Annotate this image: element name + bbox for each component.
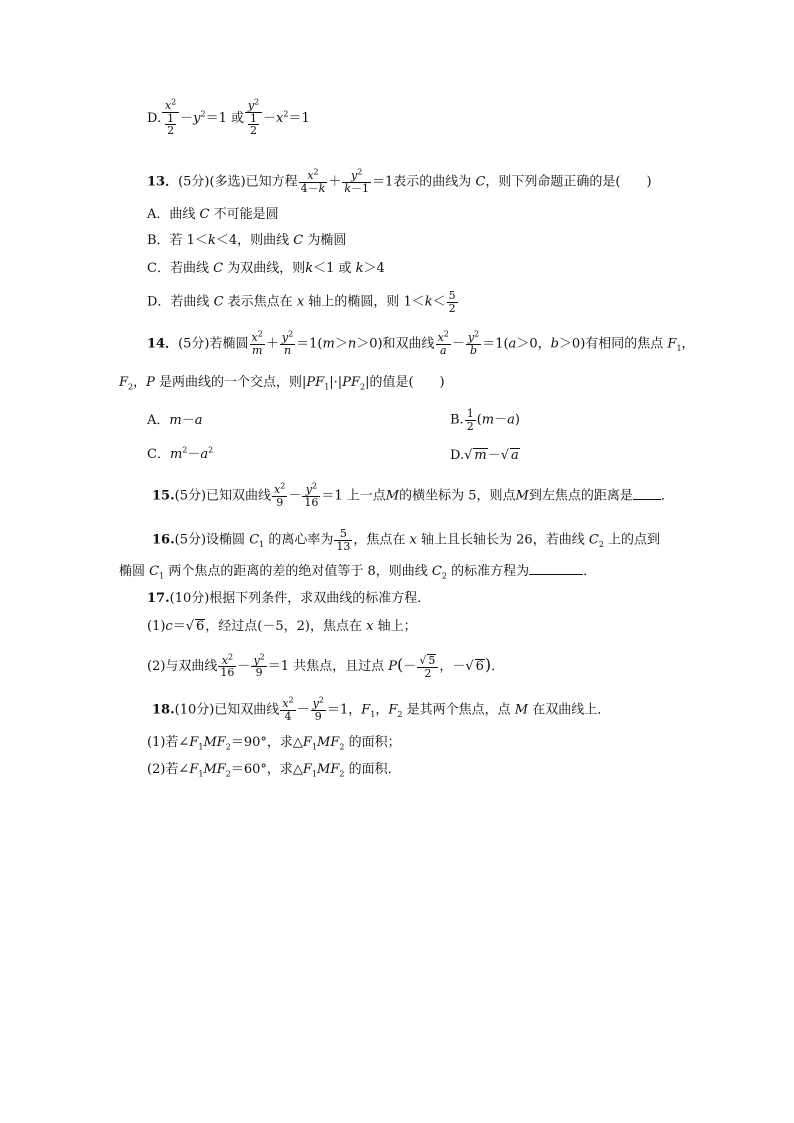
q15-stem: 15.(5分)已知双曲线 $\frac{x^2}{9}$ － $\frac{y^2}{16}$ ＝1 上一点M的横坐标为 5，则点M到左焦点的距离是 ．	[152, 481, 674, 509]
q13-option-c: C．若曲线 C 为双曲线，则k＜1 或 k＞4	[147, 261, 385, 276]
q17-part-2: (2)与双曲线 $\frac{x^2}{16}$ － $\frac{y^2}{9}$ ＝1 共焦点，且过点 P(－ $\frac{√ 5}{2}$ ，－√ 6)．	[147, 651, 505, 680]
q12-option-d: D. $\frac{x^2}{\frac{1}{2}}$ $-y^2=1$ 或 $\frac{y^2}{\frac{1}{2}}$ $-x^2=1$	[147, 97, 310, 138]
q14-option-b: B. $\frac{1}{2}$ (m－a)	[450, 407, 520, 433]
q13-option-b: B．若 1＜k＜4，则曲线 C 为椭圆	[147, 233, 347, 248]
q13-option-a: A．曲线 C 不可能是圆	[147, 207, 279, 222]
q17-stem: 17.(10分)根据下列条件，求双曲线的标准方程．	[147, 591, 431, 606]
q14-option-d: D.√ m－√ a	[450, 448, 519, 463]
q13-stem: 13．(5分)(多选)已知方程 $\frac{x^2}{4-k}$ ＋ $\frac{y^2}{k-1}$ ＝1表示的曲线为 C，则下列命题正确的是( )	[147, 167, 652, 195]
q14-stem: 14．(5分)若椭圆 $\frac{x^2}{m}$ ＋ $\frac{y^2}{n}$ ＝1(m＞n＞0)和双曲线 $\frac{x^2}{a}$ － $\frac{y^2}{b}$ ＝1(a＞0，b＞0)有相同的焦点 $F_1$，	[147, 329, 695, 357]
q14-option-a: A．m－a	[147, 413, 203, 428]
q18-stem: 18.(10分)已知双曲线 $\frac{x^2}{4}$ － $\frac{y^2}{9}$ ＝1，$F_1$，$F_2$ 是其两个焦点，点 M 在双曲线上．	[152, 695, 611, 723]
q16-answer-blank[interactable]	[529, 574, 583, 575]
q14-option-c: C．$m^2-a^2$	[147, 445, 214, 462]
q14-stem-line2: $F_2$，P 是两曲线的一个交点，则$|PF_1|\cdot|PF_2|$的值是( )	[119, 375, 445, 392]
q18-part-1: (1)若$\angle F_1MF_2=90^\circ$，求$\triangle F_1MF_2$ 的面积；	[147, 735, 401, 752]
q13-option-d: D．若曲线 C 表示焦点在 x 轴上的椭圆，则 1＜k＜ $\frac{5}{2}$	[147, 289, 456, 315]
q15-answer-blank[interactable]	[633, 499, 661, 500]
q18-part-2: (2)若$\angle F_1MF_2=60^\circ$，求$\triangle F_1MF_2$ 的面积．	[147, 762, 401, 779]
q17-part-1: (1)c＝√ 6，经过点(－5，2)，焦点在 x 轴上；	[147, 619, 417, 634]
q16-stem: 16.(5分)设椭圆 $C_1$ 的离心率为 $\frac{5}{13}$ ，焦点在 x 轴上且长轴长为 26，若曲线 $C_2$ 上的点到	[152, 527, 661, 553]
q16-stem-line2: 椭圆 $C_1$ 两个焦点的距离的差的绝对值等于 8，则曲线 $C_2$ 的标准方程为 ．	[119, 564, 597, 581]
